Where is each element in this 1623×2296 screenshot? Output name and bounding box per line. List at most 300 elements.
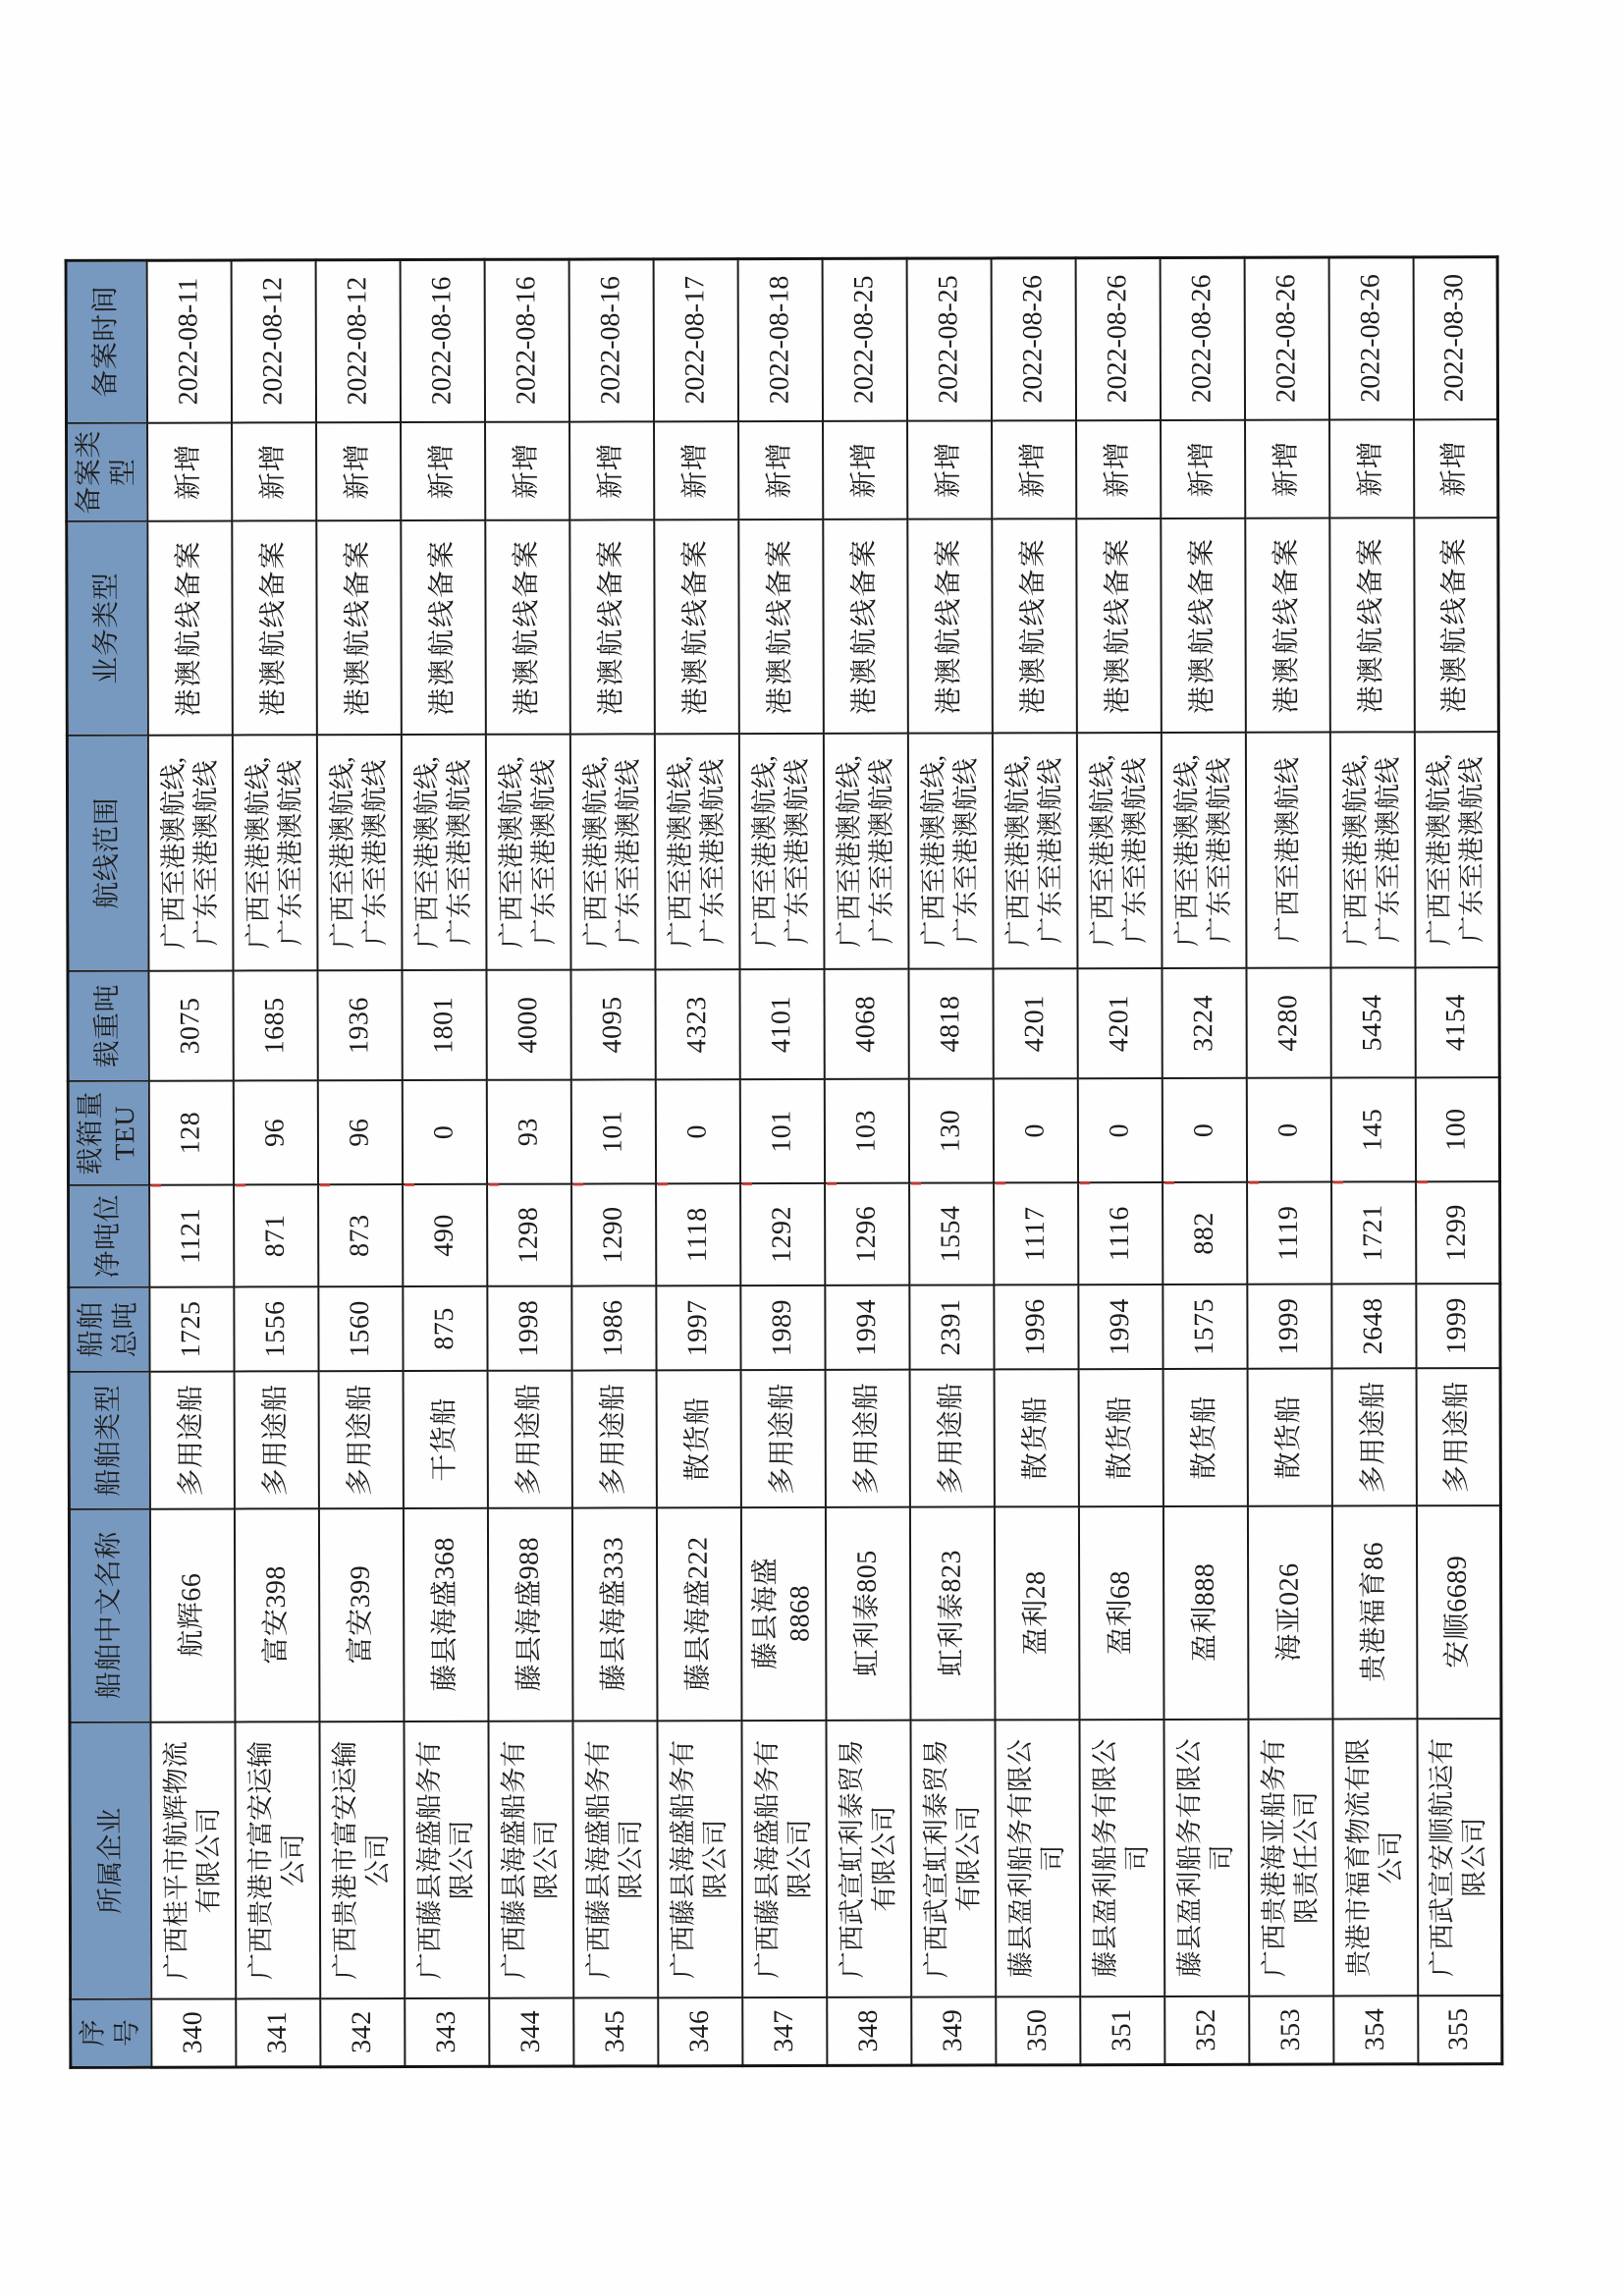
cell-value: 342 — [346, 2010, 377, 2054]
cell-value: 1721 — [1357, 1203, 1388, 1261]
cell-340-net_ton — [149, 1184, 234, 1286]
cell-346-biz_type — [654, 519, 739, 734]
table-row-reg_date — [66, 257, 1497, 423]
cell-value: 4280 — [1271, 994, 1303, 1052]
cell-value: 广西至港澳航线, 广东至港澳航线 — [833, 754, 896, 948]
cell-349-net_ton — [909, 1182, 994, 1285]
cell-value: 1994 — [1104, 1297, 1135, 1355]
cell-value: 散货船 — [1104, 1394, 1135, 1480]
cell-348-biz_type — [823, 519, 908, 733]
cell-value: 广西至港澳航线, 广东至港澳航线 — [1424, 752, 1488, 946]
cell-value: 352 — [1190, 2008, 1221, 2051]
cell-341-net_ton — [234, 1184, 318, 1286]
cell-value: 广西桂平市航辉物流 有限公司 — [160, 1740, 224, 1980]
cell-value: 广西至港澳航线, 广东至港澳航线 — [1086, 753, 1150, 947]
cell-350-route — [992, 733, 1077, 968]
cell-value: 新增 — [426, 442, 458, 499]
cell-347-route — [738, 733, 824, 968]
cell-value: 新增 — [764, 441, 795, 499]
table-row-biz_type — [67, 518, 1499, 736]
cell-value: 4068 — [849, 995, 881, 1053]
cell-value: 1290 — [597, 1205, 628, 1263]
cell-value: 多用途船 — [513, 1383, 545, 1496]
row-header-ship_type — [69, 1371, 149, 1508]
cell-343-route — [401, 734, 486, 969]
cell-350-company — [995, 1720, 1080, 1996]
cell-351-deadweight — [1077, 967, 1162, 1077]
cell-value: 多用途船 — [597, 1382, 629, 1496]
cell-value: 新增 — [933, 441, 964, 498]
cell-349-gross_ton — [909, 1285, 994, 1369]
cell-value: 港澳航线备案 — [848, 537, 880, 715]
cell-347-biz_type — [738, 519, 824, 733]
cell-value: 散货船 — [1188, 1394, 1219, 1480]
cell-value: 2022-08-18 — [763, 275, 795, 405]
table-row-deadweight — [68, 967, 1499, 1081]
cell-value: 1996 — [1019, 1297, 1051, 1355]
cell-value: 3224 — [1187, 994, 1218, 1052]
cell-341-route — [232, 735, 317, 970]
row-header-label: 所属企业 — [94, 1807, 126, 1914]
cell-value: 广西藤县海盛船务有 限公司 — [667, 1739, 730, 1979]
cell-345-ship_type — [571, 1370, 656, 1507]
cell-value: 882 — [1188, 1211, 1219, 1255]
row-header-label: 净吨位 — [92, 1193, 124, 1279]
cell-value: 1116 — [1104, 1205, 1135, 1261]
cell-350-ship_type — [994, 1369, 1078, 1506]
cell-343-deadweight — [402, 969, 486, 1079]
cell-344-ship_name — [487, 1507, 572, 1721]
cell-value: 349 — [937, 2009, 968, 2052]
cell-value: 藤县海盛 8868 — [749, 1558, 815, 1670]
cell-341-teu — [233, 1080, 317, 1184]
cell-345-net_ton — [571, 1183, 656, 1285]
cell-341-reg_type — [232, 422, 316, 520]
cell-value: 96 — [344, 1118, 375, 1147]
cell-352-ship_name — [1163, 1505, 1248, 1719]
row-header-deadweight — [68, 970, 148, 1080]
cell-348-ship_type — [825, 1369, 909, 1506]
cell-value: 873 — [344, 1213, 375, 1257]
cell-353-route — [1245, 732, 1330, 967]
cell-value: 多用途船 — [175, 1384, 207, 1497]
cell-341-biz_type — [232, 520, 317, 735]
cell-354-biz_type — [1329, 518, 1415, 732]
cell-value: 干货船 — [428, 1396, 460, 1482]
row-header-label: 航线范围 — [91, 796, 123, 909]
cell-355-teu — [1415, 1077, 1499, 1181]
cell-355-net_ton — [1416, 1181, 1500, 1284]
cell-value: 新增 — [1186, 440, 1217, 497]
cell-value: 101 — [597, 1110, 628, 1153]
cell-value: 港澳航线备案 — [426, 538, 458, 716]
cell-345-reg_type — [569, 421, 654, 519]
cell-value: 广西武宣安顺航运有 限公司 — [1427, 1737, 1490, 1977]
cell-value: 2022-08-26 — [1185, 274, 1217, 404]
cell-343-reg_date — [400, 259, 484, 421]
cell-343-biz_type — [401, 519, 486, 734]
cell-value: 港澳航线备案 — [1439, 535, 1471, 713]
cell-344-serial — [489, 1997, 573, 2066]
cell-value: 1118 — [681, 1206, 713, 1262]
cell-347-ship_name — [740, 1506, 826, 1720]
row-header-company — [70, 1722, 151, 1998]
cell-355-serial — [1418, 1995, 1502, 2064]
cell-340-ship_type — [149, 1371, 234, 1508]
cell-value: 港澳航线备案 — [1186, 536, 1217, 714]
cell-value: 2022-08-16 — [510, 276, 542, 406]
cell-352-deadweight — [1162, 967, 1246, 1077]
cell-value: 2648 — [1357, 1296, 1388, 1354]
cell-352-reg_date — [1160, 257, 1244, 419]
cell-value: 新增 — [1271, 440, 1302, 497]
cell-value: 藤县海盛222 — [682, 1536, 714, 1692]
cell-346-teu — [655, 1079, 739, 1183]
cell-value: 港澳航线备案 — [933, 537, 964, 715]
cell-344-company — [488, 1721, 573, 1997]
cell-value: 2022-08-26 — [1270, 274, 1302, 404]
cell-345-ship_name — [571, 1507, 657, 1721]
cell-349-ship_type — [909, 1369, 994, 1506]
cell-343-net_ton — [403, 1183, 487, 1285]
cell-351-ship_name — [1078, 1505, 1163, 1719]
cell-340-gross_ton — [149, 1286, 234, 1371]
cell-value: 多用途船 — [1441, 1380, 1473, 1493]
cell-value: 散货船 — [1019, 1395, 1051, 1480]
cell-351-company — [1079, 1719, 1164, 1995]
cell-value: 103 — [849, 1109, 882, 1153]
cell-353-teu — [1246, 1077, 1330, 1181]
cell-value: 广西至港澳航线, 广东至港澳航线 — [664, 754, 728, 948]
cell-value: 藤县海盛988 — [514, 1536, 545, 1692]
cell-351-gross_ton — [1078, 1284, 1163, 1368]
cell-342-teu — [317, 1080, 402, 1184]
cell-355-reg_date — [1413, 257, 1497, 419]
cell-344-reg_type — [485, 421, 569, 519]
table-row-ship_name — [69, 1505, 1501, 1722]
cell-value: 2022-08-17 — [678, 276, 711, 405]
cell-value: 2022-08-11 — [172, 277, 204, 406]
cell-value: 1119 — [1272, 1205, 1304, 1261]
cell-value: 346 — [683, 2009, 715, 2053]
cell-value: 广西藤县海盛船务有 限公司 — [582, 1739, 646, 1979]
cell-value: 新增 — [1017, 441, 1049, 498]
row-header-label: 船舶 总吨 — [76, 1300, 141, 1357]
cell-355-ship_name — [1416, 1505, 1501, 1719]
cell-341-ship_name — [234, 1508, 319, 1722]
cell-value: 藤县盈利船务有限公 司 — [1089, 1738, 1153, 1978]
cell-350-biz_type — [992, 519, 1077, 733]
cell-345-gross_ton — [571, 1285, 656, 1370]
cell-value: 安顺6689 — [1441, 1555, 1474, 1668]
cell-value: 343 — [430, 2010, 461, 2053]
cell-value: 101 — [766, 1109, 797, 1153]
table-row-ship_type — [69, 1368, 1500, 1509]
cell-352-company — [1163, 1719, 1249, 1995]
cell-350-net_ton — [994, 1182, 1078, 1285]
cell-354-reg_type — [1329, 419, 1414, 518]
cell-value: 盈利68 — [1105, 1570, 1136, 1656]
table-row-gross_ton — [69, 1284, 1500, 1372]
cell-value: 港澳航线备案 — [1017, 536, 1049, 714]
cell-value: 344 — [514, 2010, 546, 2053]
cell-value: 新增 — [848, 441, 880, 498]
cell-343-ship_type — [403, 1370, 487, 1507]
cell-349-biz_type — [907, 519, 993, 733]
cell-value: 128 — [175, 1111, 206, 1154]
cell-value: 贵港福育86 — [1358, 1541, 1389, 1682]
cell-348-serial — [827, 1996, 911, 2065]
cell-354-deadweight — [1330, 967, 1415, 1077]
cell-354-ship_type — [1331, 1368, 1416, 1505]
cell-value: 355 — [1443, 2007, 1475, 2051]
cell-value: 2391 — [935, 1298, 966, 1356]
cell-353-deadweight — [1246, 967, 1330, 1077]
cell-346-company — [657, 1721, 742, 1997]
cell-345-reg_date — [568, 259, 653, 421]
cell-value: 港澳航线备案 — [342, 538, 373, 716]
cell-value: 广西至港澳航线, 广东至港澳航线 — [242, 755, 305, 949]
row-header-net_ton — [69, 1184, 149, 1286]
cell-343-teu — [402, 1079, 486, 1183]
cell-342-biz_type — [316, 520, 402, 735]
cell-value: 广西武宣虹利泰贸易 有限公司 — [920, 1738, 984, 1978]
cell-347-reg_type — [738, 420, 823, 519]
cell-value: 0 — [1188, 1122, 1219, 1137]
cell-347-gross_ton — [740, 1285, 825, 1369]
cell-value: 348 — [852, 2009, 884, 2052]
cell-348-reg_date — [822, 258, 906, 420]
cell-340-company — [150, 1722, 236, 1998]
cell-346-gross_ton — [656, 1285, 740, 1370]
cell-342-ship_type — [318, 1371, 403, 1508]
cell-value: 1296 — [850, 1205, 882, 1263]
cell-value: 多用途船 — [766, 1382, 798, 1495]
cell-342-reg_type — [316, 422, 401, 520]
cell-354-net_ton — [1331, 1181, 1416, 1284]
cell-value: 新增 — [595, 442, 626, 499]
cell-value: 1299 — [1441, 1203, 1473, 1261]
cell-341-company — [235, 1722, 320, 1998]
cell-343-ship_name — [403, 1507, 488, 1721]
cell-348-ship_name — [825, 1506, 910, 1720]
cell-340-reg_date — [146, 260, 231, 422]
cell-value: 1685 — [258, 996, 290, 1054]
cell-value: 4095 — [596, 995, 627, 1053]
cell-341-reg_date — [231, 260, 315, 422]
cell-value: 广西至港澳航线, 广东至港澳航线 — [495, 755, 559, 949]
cell-354-serial — [1333, 1995, 1418, 2064]
cell-value: 4000 — [512, 996, 543, 1054]
cell-value: 2022-08-26 — [1016, 275, 1049, 404]
cell-354-company — [1332, 1719, 1418, 1995]
cell-value: 新增 — [342, 443, 373, 500]
cell-341-deadweight — [233, 970, 317, 1080]
cell-342-gross_ton — [318, 1286, 403, 1371]
cell-355-route — [1414, 732, 1499, 967]
cell-343-gross_ton — [403, 1285, 487, 1370]
table-row-serial — [71, 1995, 1502, 2068]
cell-346-ship_type — [656, 1370, 740, 1507]
cell-value: 港澳航线备案 — [1271, 536, 1302, 714]
cell-344-deadweight — [486, 969, 570, 1079]
cell-value: 0 — [1019, 1122, 1051, 1138]
cell-352-gross_ton — [1163, 1284, 1247, 1368]
cell-351-reg_date — [1075, 257, 1160, 419]
cell-341-gross_ton — [234, 1286, 318, 1371]
cell-346-net_ton — [656, 1183, 740, 1285]
cell-343-company — [404, 1721, 489, 1997]
cell-340-deadweight — [148, 970, 233, 1080]
cell-346-deadweight — [655, 969, 739, 1079]
cell-value: 广西贵港市富安运输 公司 — [329, 1740, 393, 1980]
cell-342-reg_date — [315, 260, 400, 422]
cell-value: 1936 — [343, 996, 374, 1054]
cell-value: 1298 — [513, 1206, 544, 1264]
cell-value: 4201 — [1103, 994, 1134, 1052]
cell-348-reg_type — [823, 420, 907, 519]
cell-value: 多用途船 — [1357, 1380, 1389, 1493]
cell-353-net_ton — [1247, 1181, 1331, 1284]
cell-348-company — [826, 1720, 911, 1996]
cell-value: 航辉66 — [176, 1572, 207, 1658]
cell-value: 4101 — [765, 995, 796, 1053]
cell-351-reg_type — [1076, 419, 1161, 518]
cell-value: 广西至港澳航线, 广东至港澳航线 — [410, 755, 474, 949]
row-header-label: 船舶类型 — [92, 1384, 125, 1497]
row-header-biz_type — [67, 520, 148, 735]
cell-value: 871 — [259, 1214, 291, 1257]
cell-345-serial — [573, 1997, 658, 2066]
cell-355-reg_type — [1414, 419, 1498, 518]
table-row-route — [67, 732, 1499, 971]
cell-348-teu — [824, 1078, 908, 1182]
cell-346-ship_name — [656, 1507, 741, 1721]
cell-340-serial — [151, 1998, 236, 2067]
table-row-reg_type — [67, 419, 1498, 521]
cell-342-serial — [320, 1998, 405, 2067]
cell-345-biz_type — [569, 519, 655, 734]
cell-value: 2022-08-12 — [256, 277, 289, 406]
cell-value: 广西至港澳航线, 广东至港澳航线 — [1001, 753, 1065, 947]
cell-345-route — [569, 734, 655, 969]
cell-352-biz_type — [1161, 518, 1246, 732]
cell-347-serial — [742, 1996, 827, 2065]
row-header-label: 备案类 型 — [74, 429, 138, 515]
cell-value: 新增 — [173, 443, 204, 500]
cell-value: 港澳航线备案 — [173, 539, 204, 717]
cell-value: 4154 — [1440, 993, 1472, 1051]
row-header-label: 载箱量 TEU — [75, 1090, 140, 1175]
cell-351-teu — [1077, 1077, 1162, 1181]
cell-value: 盈利28 — [1020, 1570, 1052, 1656]
cell-346-reg_type — [654, 421, 738, 519]
cell-value: 0 — [681, 1123, 713, 1139]
row-header-gross_ton — [69, 1286, 149, 1371]
cell-355-company — [1417, 1719, 1502, 1995]
cell-354-ship_name — [1331, 1505, 1417, 1719]
cell-value: 贵港市福育物流有限 公司 — [1342, 1737, 1406, 1977]
cell-value: 港澳航线备案 — [1102, 536, 1133, 714]
cell-value: 1556 — [259, 1299, 291, 1357]
cell-347-reg_date — [737, 258, 822, 420]
cell-value: 93 — [513, 1117, 544, 1146]
cell-353-ship_name — [1247, 1505, 1332, 1719]
cell-349-route — [907, 733, 993, 968]
cell-value: 2022-08-26 — [1101, 274, 1133, 404]
cell-value: 345 — [599, 2009, 630, 2053]
cell-value: 3075 — [174, 997, 205, 1055]
cell-value: 港澳航线备案 — [595, 537, 626, 716]
cell-354-reg_date — [1328, 257, 1413, 419]
cell-352-serial — [1164, 1995, 1249, 2064]
cell-value: 富安399 — [345, 1564, 376, 1665]
cell-value: 4323 — [680, 995, 712, 1053]
row-header-serial — [71, 1998, 151, 2067]
cell-353-serial — [1249, 1995, 1333, 2064]
cell-value: 广西藤县海盛船务有 限公司 — [413, 1739, 477, 1979]
cell-344-biz_type — [485, 519, 570, 734]
cell-350-reg_date — [991, 258, 1075, 420]
cell-343-reg_type — [401, 421, 485, 519]
cell-value: 盈利888 — [1189, 1562, 1220, 1663]
cell-value: 港澳航线备案 — [1355, 535, 1386, 713]
cell-value: 1999 — [1441, 1296, 1473, 1354]
cell-349-reg_type — [907, 420, 992, 519]
cell-value: 353 — [1274, 2008, 1306, 2051]
cell-350-reg_type — [992, 420, 1076, 519]
cell-value: 2022-08-25 — [932, 275, 964, 405]
cell-value: 2022-08-30 — [1438, 274, 1470, 403]
cell-343-serial — [405, 1997, 489, 2066]
cell-value: 港澳航线备案 — [764, 537, 795, 715]
ship-filing-table — [65, 255, 1504, 2069]
row-header-label: 载重吨 — [91, 983, 124, 1068]
cell-value: 350 — [1021, 2008, 1053, 2052]
cell-349-serial — [911, 1996, 996, 2065]
cell-value: 0 — [1104, 1122, 1135, 1137]
cell-value: 2022-08-26 — [1354, 274, 1386, 404]
cell-353-gross_ton — [1247, 1284, 1331, 1368]
cell-value: 广西藤县海盛船务有 限公司 — [498, 1739, 562, 1979]
cell-350-deadweight — [993, 968, 1077, 1078]
cell-value: 1121 — [175, 1207, 206, 1264]
cell-value: 广西至港澳航线, 广东至港澳航线 — [326, 755, 390, 949]
table-row-company — [70, 1719, 1502, 1999]
cell-value: 100 — [1440, 1107, 1472, 1151]
cell-value: 广西至港澳航线, 广东至港澳航线 — [579, 755, 643, 948]
cell-346-route — [654, 734, 739, 969]
cell-352-net_ton — [1163, 1181, 1247, 1284]
cell-344-net_ton — [487, 1183, 571, 1285]
cell-351-serial — [1080, 1995, 1164, 2064]
cell-344-reg_date — [484, 259, 568, 421]
cell-342-company — [319, 1722, 405, 1998]
cell-value: 1999 — [1272, 1297, 1304, 1355]
cell-value: 2022-08-25 — [847, 275, 880, 405]
cell-value: 1989 — [766, 1298, 797, 1356]
cell-value: 1998 — [513, 1299, 544, 1357]
table-row-teu — [68, 1077, 1499, 1185]
row-header-label: 船舶中文名称 — [93, 1531, 125, 1700]
cell-353-company — [1248, 1719, 1333, 1995]
cell-351-biz_type — [1076, 518, 1162, 732]
cell-347-net_ton — [740, 1182, 825, 1285]
cell-346-reg_date — [653, 259, 737, 421]
cell-value: 130 — [934, 1109, 966, 1152]
cell-value: 347 — [768, 2009, 799, 2053]
cell-value: 1994 — [850, 1298, 882, 1356]
